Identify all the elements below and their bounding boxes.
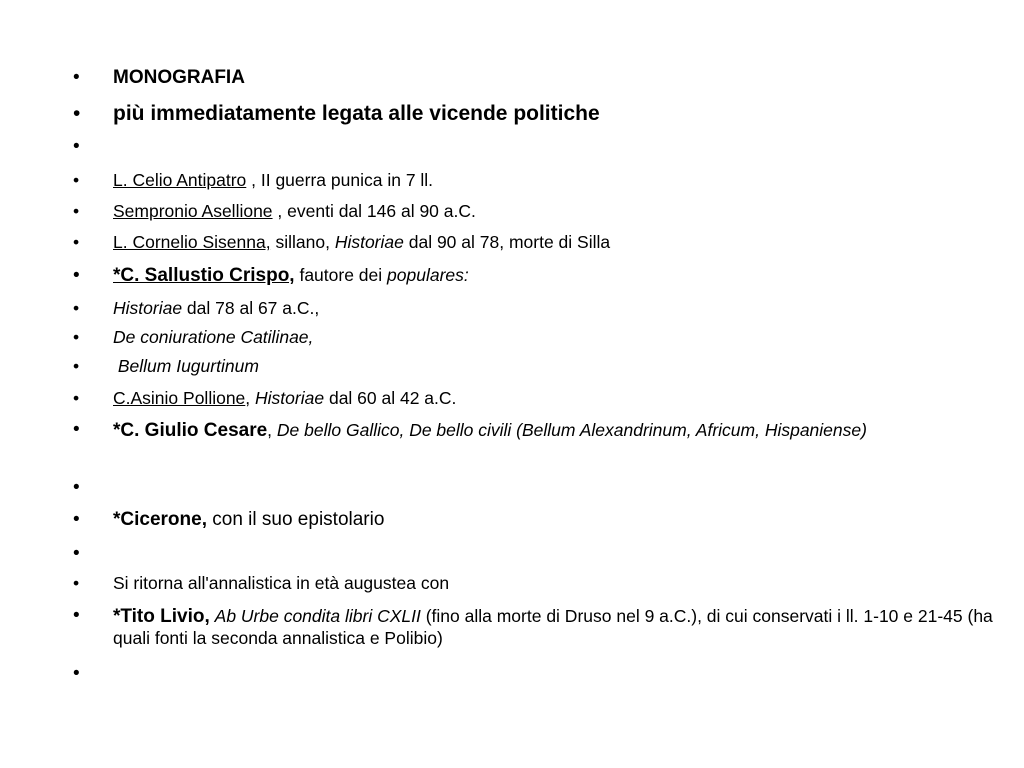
bullet: • [73, 232, 80, 252]
author-name: *C. Giulio Cesare [113, 420, 268, 441]
list-item-text: Bellum Iugurtinum [113, 356, 259, 376]
author-name: Sempronio Asellione [113, 201, 273, 221]
bullet: • [73, 136, 80, 157]
bullet: • [73, 388, 80, 408]
bullet: • [73, 67, 80, 88]
list-item-text: C.Asinio Pollione, Historiae dal 60 al 42 a.C. [113, 388, 457, 408]
list-item-text: Sempronio Asellione , eventi dal 146 al 90 a.C. [113, 201, 476, 221]
author-name: *C. Sallustio Crispo, [113, 265, 295, 286]
bullet: • [73, 573, 80, 593]
bullet: • [73, 663, 80, 684]
bullet: • [73, 265, 80, 286]
bullet: • [73, 419, 80, 440]
bullet: • [73, 509, 80, 530]
list-item-text: L. Cornelio Sisenna, sillano, Historiae dal 90 al 78, morte di Silla [113, 232, 611, 252]
bullet: • [73, 605, 80, 626]
author-name: L. Cornelio Sisenna, [113, 232, 271, 252]
bullet: • [73, 201, 80, 221]
bullet: • [73, 543, 80, 564]
list-item-text: più immediatamente legata alle vicende politiche [113, 102, 600, 125]
list-item-text: *C. Sallustio Crispo, fautore dei populares: [113, 265, 469, 286]
list-item-text: Si ritorna all'annalistica in età augustea con [113, 573, 450, 593]
list-item-text: *Tito Livio, Ab Urbe condita libri CXLII (fino alla morte di Druso nel 9 a.C.), di cui conservati i ll. 1-10 e 21-45 (ha quali fonti la seconda annalistica e Polibio) [113, 606, 993, 648]
bullet: • [73, 170, 80, 190]
bullet: • [73, 102, 81, 125]
bullet: • [73, 356, 80, 376]
author-name: *Tito Livio, [113, 606, 210, 627]
author-name: *Cicerone, [113, 509, 207, 530]
list-item-text: Historiae dal 78 al 67 a.C., [113, 298, 320, 318]
author-name: L. Celio Antipatro [113, 170, 247, 190]
list-item-text: De coniuratione Catilinae, [113, 327, 314, 347]
author-name: C.Asinio Pollione [113, 388, 246, 408]
list-item-text: L. Celio Antipatro , II guerra punica in 7 ll. [113, 170, 434, 190]
list-item-text: *C. Giulio Cesare, De bello Gallico, De bello civili (Bellum Alexandrinum, Africum, Hispaniense) [113, 420, 867, 441]
list-item-text: MONOGRAFIA [113, 67, 245, 88]
bullet: • [73, 327, 80, 347]
bullet: • [73, 477, 80, 498]
list-item-text: *Cicerone, con il suo epistolario [113, 509, 385, 530]
bullet: • [73, 298, 80, 318]
